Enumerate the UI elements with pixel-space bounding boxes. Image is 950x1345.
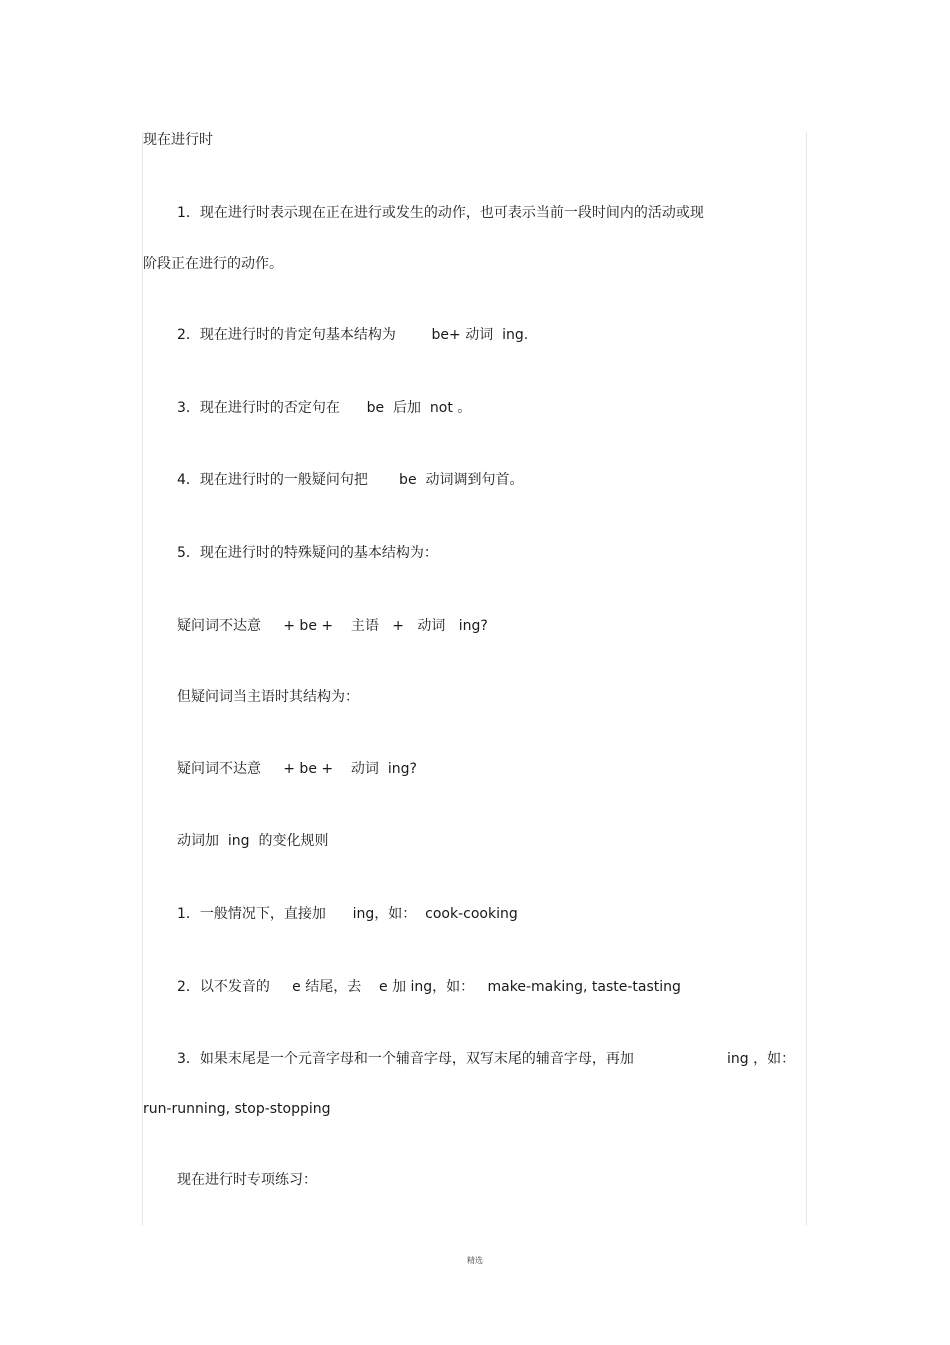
formula-line: 疑问词不达意 + be + 主语 + 动词 ing? [177,618,488,634]
section-heading: 现在进行时专项练习： [177,1172,317,1188]
page-border-left [142,132,143,1226]
paragraph-line: 2．现在进行时的肯定句基本结构为 be+ 动词 ing. [177,327,529,343]
paragraph-line: 4．现在进行时的一般疑问句把 be 动词调到句首。 [177,472,524,488]
paragraph-line: 1．现在进行时表示现在正在进行或发生的动作，也可表示当前一段时间内的活动或现 [177,205,704,221]
rule-line: 1．一般情况下，直接加 ing，如： cook-cooking [177,906,518,922]
paragraph-line: 但疑问词当主语时其结构为： [177,689,359,705]
paragraph-line: 5．现在进行时的特殊疑问的基本结构为： [177,545,438,561]
section-heading: 动词加 ing 的变化规则 [177,833,329,849]
document-title: 现在进行时 [143,132,213,148]
rule-line: 2．以不发音的 e 结尾，去 e 加 ing，如： make-making, taste-tasting [177,979,681,995]
paragraph-line: 3．现在进行时的否定句在 be 后加 not 。 [177,400,472,416]
page-footer: 精选 [467,1256,483,1265]
rule-line: run-running, stop-stopping [143,1101,331,1117]
rule-line-tail: ing ，如： [727,1051,796,1067]
formula-line: 疑问词不达意 + be + 动词 ing? [177,761,417,777]
page-border-right [806,132,807,1226]
paragraph-line: 阶段正在进行的动作。 [143,256,283,272]
rule-line: 3．如果末尾是一个元音字母和一个辅音字母，双写末尾的辅音字母，再加 [177,1051,634,1067]
